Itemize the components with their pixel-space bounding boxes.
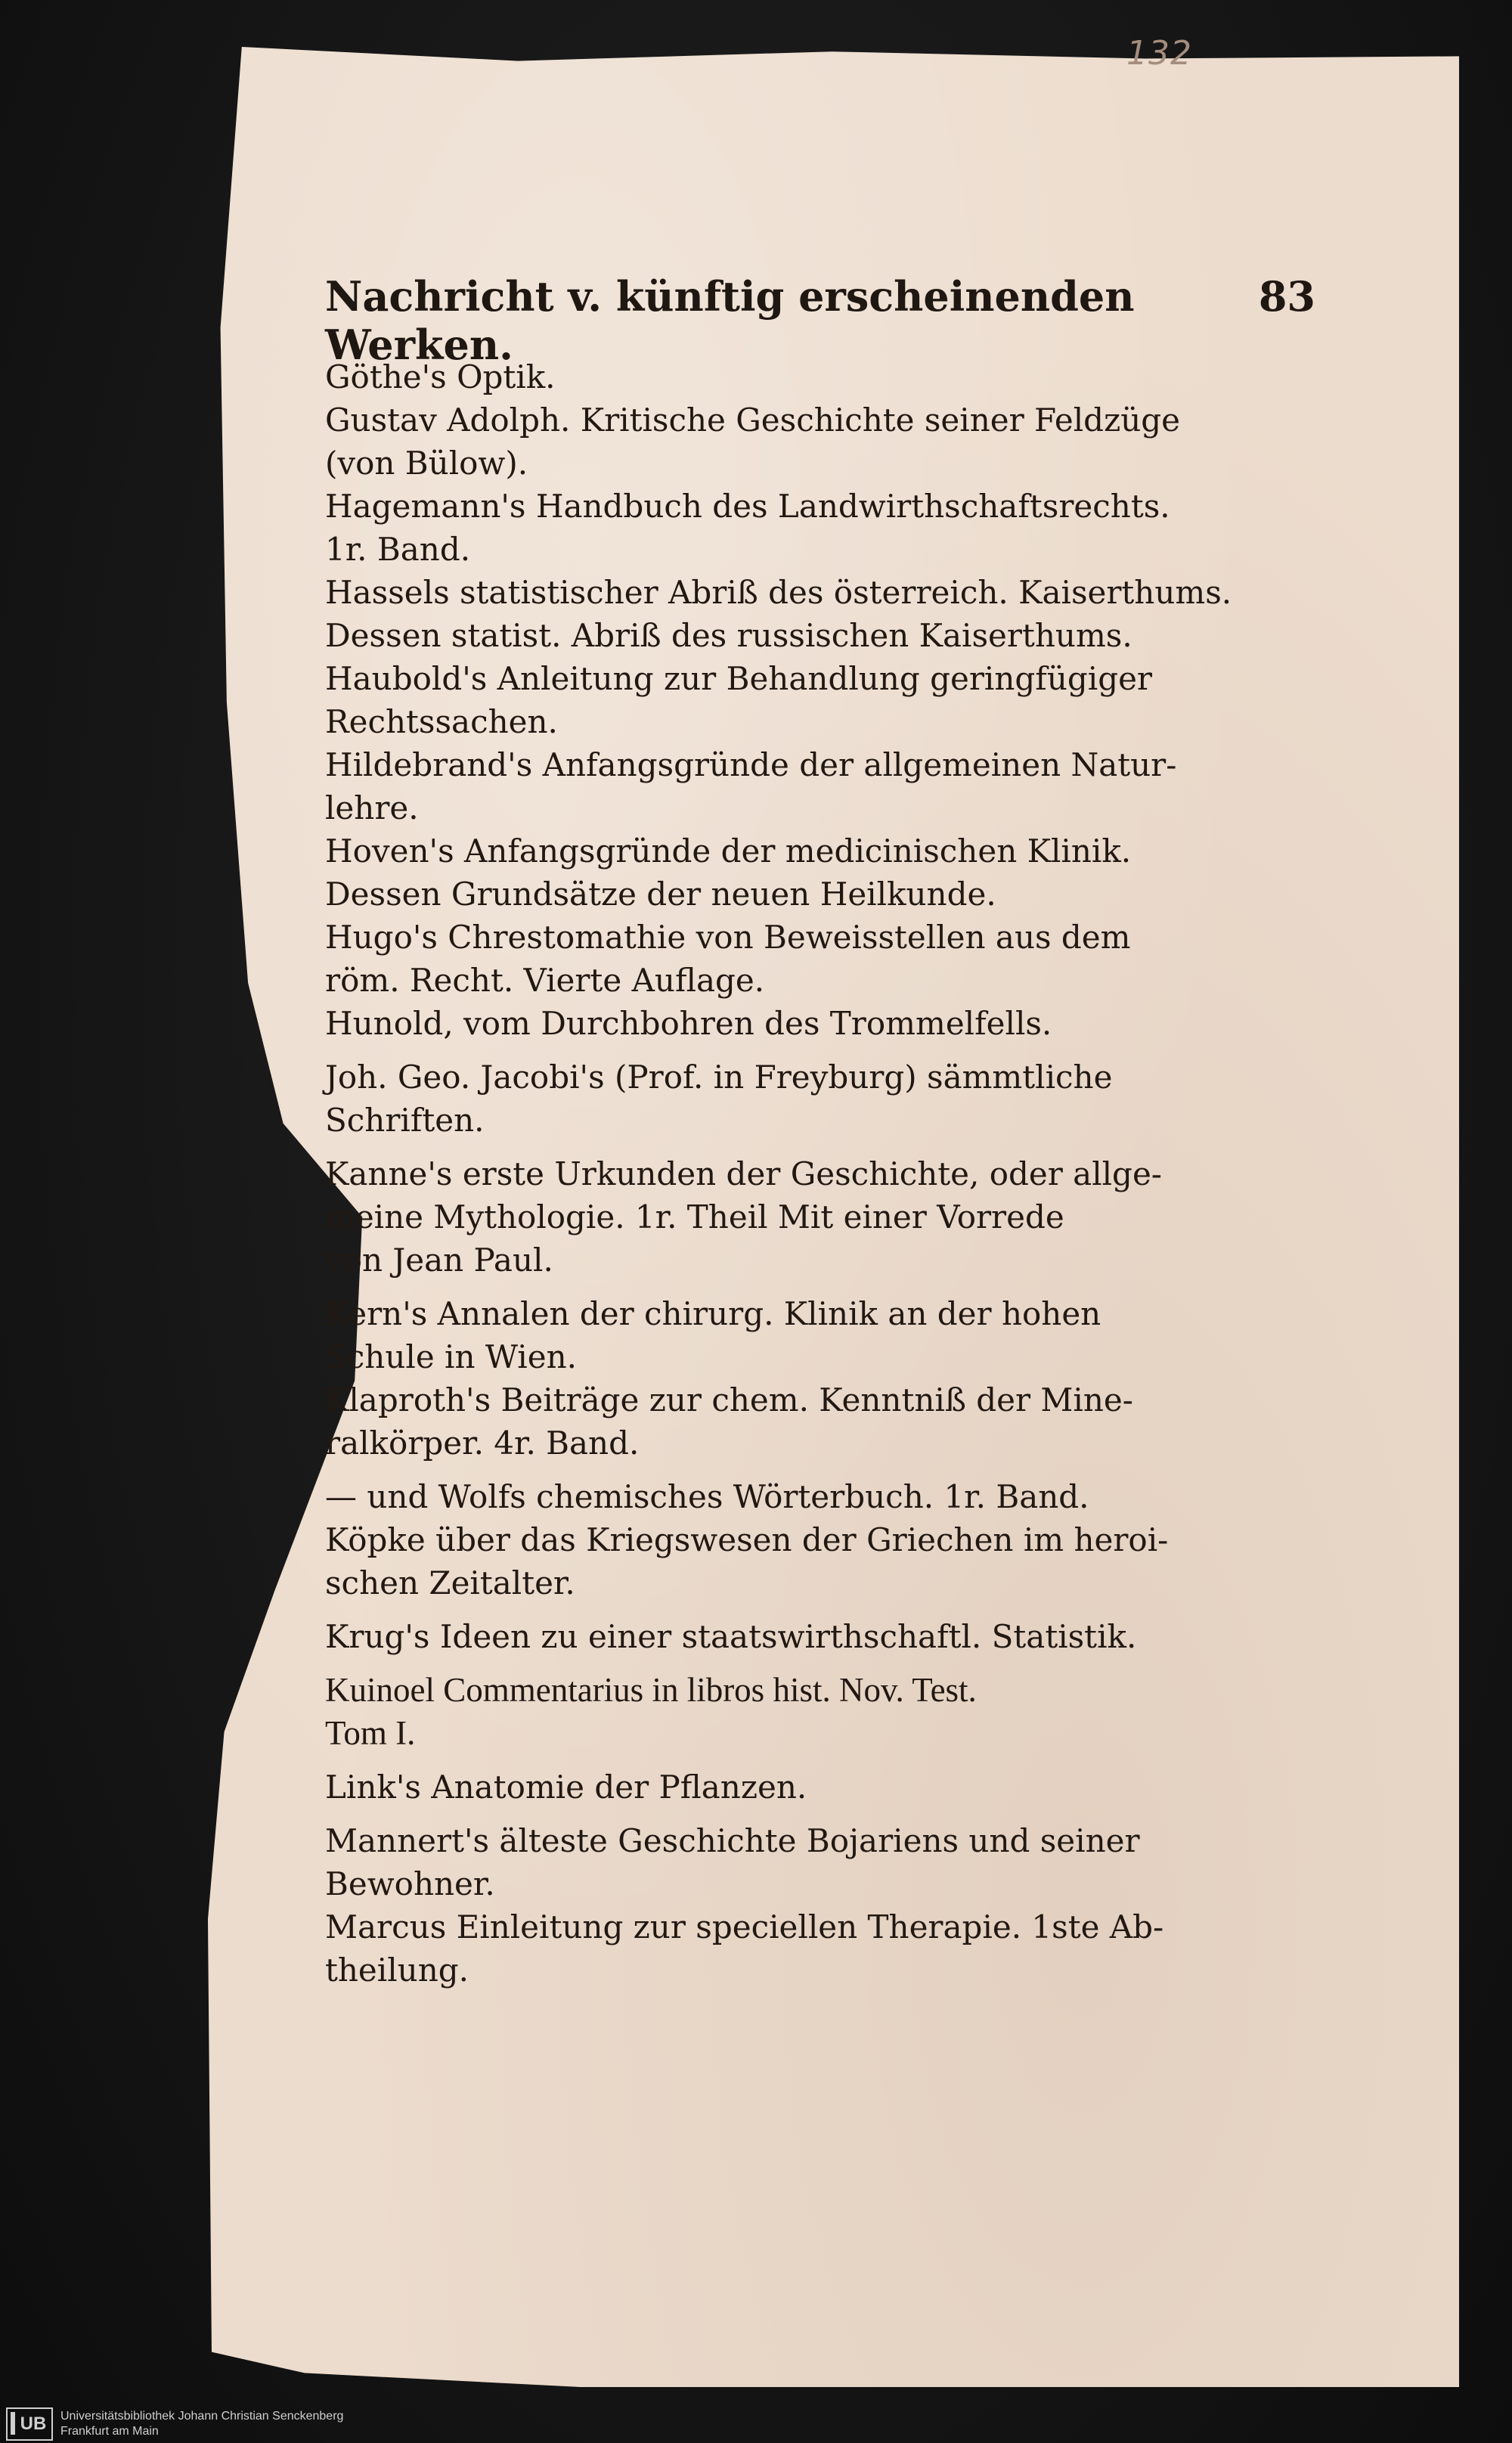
entry-line: Rechtssachen. <box>325 703 558 740</box>
entry-line: lehre. <box>325 789 419 826</box>
entry-line: Klaproth's Beiträge zur chem. Kenntniß der Mine- <box>325 1381 1133 1418</box>
entry-line: Kuinoel Commentarius in libros hist. Nov. Test. <box>325 1671 977 1709</box>
list-item <box>325 829 1323 873</box>
footer-text <box>60 2409 343 2439</box>
list-item <box>325 1378 1323 1465</box>
page-header <box>325 272 1315 369</box>
book-list <box>325 355 1323 1992</box>
entry-line: ralkörper. 4r. Band. <box>325 1425 640 1462</box>
entry-line: (von Bülow). <box>325 445 528 482</box>
list-item <box>325 1615 1323 1658</box>
entry-line: meine Mythologie. 1r. Theil Mit einer Vorrede <box>325 1198 1064 1235</box>
list-item <box>325 1475 1323 1518</box>
entry-line: Köpke über das Kriegswesen der Griechen im heroi- <box>325 1521 1169 1558</box>
entry-line: Mannert's älteste Geschichte Bojariens und seiner <box>325 1822 1140 1859</box>
list-item <box>325 657 1323 743</box>
list-item <box>325 1669 1323 1755</box>
footer-line-1: Universitätsbibliothek Johann Christian Senckenberg <box>60 2409 344 2423</box>
list-item <box>325 916 1323 1002</box>
list-item <box>325 571 1323 614</box>
entry-line: Hunold, vom Durchbohren des Trommelfells. <box>325 1005 1052 1042</box>
entry-line: — und Wolfs chemisches Wörterbuch. 1r. Band. <box>325 1478 1089 1515</box>
entry-line: Hagemann's Handbuch des Landwirthschaftsrechts. <box>325 488 1170 525</box>
entry-line: Göthe's Optik. <box>325 358 556 395</box>
footer-line-2: Frankfurt am Main <box>60 2424 159 2438</box>
entry-line: Joh. Geo. Jacobi's (Prof. in Freyburg) sämmtliche <box>325 1059 1113 1096</box>
folio-number: 132 <box>1126 34 1192 73</box>
entry-line: Hassels statistischer Abriß des österreich. Kaiserthums. <box>325 574 1232 611</box>
library-footer <box>0 2404 423 2443</box>
list-item <box>325 1905 1323 1992</box>
entry-line: Bewohner. <box>325 1865 495 1902</box>
entry-line: 1r. Band. <box>325 531 471 568</box>
list-item <box>325 873 1323 916</box>
entry-line: theilung. <box>325 1952 469 1989</box>
entry-line: Kanne's erste Urkunden der Geschichte, oder allge- <box>325 1155 1162 1192</box>
list-item <box>325 355 1323 398</box>
running-title: Nachricht v. künftig erscheinenden Werken. <box>325 272 1135 369</box>
entry-line: Krug's Ideen zu einer staatswirthschaftl. Statistik. <box>325 1618 1137 1655</box>
entry-line: Kern's Annalen der chirurg. Klinik an der hohen <box>325 1295 1101 1332</box>
list-item <box>325 398 1323 485</box>
list-item <box>325 1766 1323 1809</box>
list-item <box>325 743 1323 829</box>
list-item <box>325 1056 1323 1142</box>
entry-line: Hugo's Chrestomathie von Beweisstellen aus dem <box>325 919 1131 956</box>
entry-line: Gustav Adolph. Kritische Geschichte seiner Feldzüge <box>325 401 1180 439</box>
logo-bar <box>11 2412 15 2435</box>
entry-line: Tom I. <box>325 1714 416 1752</box>
list-item <box>325 485 1323 571</box>
list-item <box>325 1819 1323 1905</box>
entry-line: Schriften. <box>325 1102 485 1139</box>
list-item <box>325 1002 1323 1045</box>
entry-line: Hoven's Anfangsgründe der medicinischen Klinik. <box>325 832 1132 870</box>
entry-line: Dessen Grundsätze der neuen Heilkunde. <box>325 876 996 913</box>
page-number: 83 <box>1258 272 1315 321</box>
entry-line: von Jean Paul. <box>325 1242 553 1279</box>
logo-text: UB <box>20 2413 47 2434</box>
entry-line: Hildebrand's Anfangsgründe der allgemeinen Natur- <box>325 746 1177 783</box>
list-item <box>325 1292 1323 1378</box>
entry-line: röm. Recht. Vierte Auflage. <box>325 962 765 999</box>
list-item <box>325 1152 1323 1282</box>
entry-line: Dessen statist. Abriß des russischen Kaiserthums. <box>325 617 1132 654</box>
entry-line: Haubold's Anleitung zur Behandlung geringfügiger <box>325 660 1153 697</box>
entry-line: Schule in Wien. <box>325 1338 577 1375</box>
list-item <box>325 614 1323 657</box>
entry-line: schen Zeitalter. <box>325 1564 575 1601</box>
list-item <box>325 1518 1323 1604</box>
entry-line: Marcus Einleitung zur speciellen Therapie. 1ste Ab- <box>325 1908 1164 1945</box>
ub-logo <box>6 2407 53 2441</box>
entry-line: Link's Anatomie der Pflanzen. <box>325 1769 807 1806</box>
